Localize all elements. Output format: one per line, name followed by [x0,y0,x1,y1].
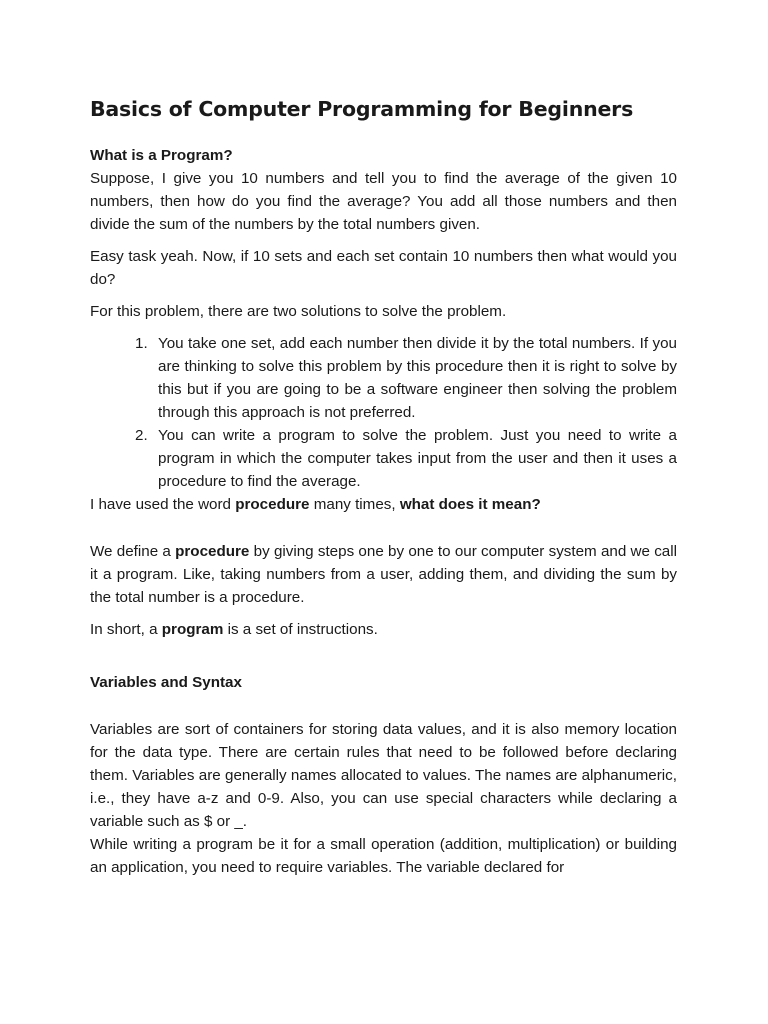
paragraph-in-short [90,618,677,641]
spacer [90,516,677,540]
bold-procedure: procedure [235,496,310,513]
list-item-number: 1. [135,335,148,352]
paragraph-procedure-definition [90,540,677,609]
text-run: In short, a [90,621,162,638]
list-item-number: 2. [135,427,148,444]
spacer [90,641,677,671]
paragraph-easy-task: Easy task yeah. Now, if 10 sets and each set contain 10 numbers then what would you do? [90,248,677,288]
text-run: is a set of instructions. [223,621,378,638]
list-item-text: You take one set, add each number then divide it by the total numbers. If you are thinking to solve this problem by this procedure then it is right to solve by this but if you are going to be a software engineer then solving the problem through this approach is not preferred. [158,335,677,421]
section-heading-variables-and-syntax: Variables and Syntax [90,674,242,691]
bold-what-does-it-mean: what does it mean? [399,496,541,513]
paragraph-variables-usage: While writing a program be it for a small operation (addition, multiplication) or building an application, you need to require variables. The variable declared for [90,836,677,876]
list-item-text: You can write a program to solve the problem. Just you need to write a program in which the computer takes input from the user and then it uses a procedure to find the average. [158,427,677,490]
list-item [90,332,677,424]
document-page [90,93,677,879]
spacer [90,694,677,718]
paragraph-procedure-question [90,493,677,516]
bold-program: program [161,621,224,638]
text-run: by giving steps one by one to our computer system and we call it a program. Like, taking numbers from a user, adding them, and dividing the sum by the total number is a procedure. [90,543,677,606]
paragraph-two-solutions: For this problem, there are two solutions to solve the problem. [90,303,507,320]
list-item [90,424,677,493]
solutions-list [90,332,677,493]
document-title: Basics of Computer Programming for Beginners [90,97,634,121]
bold-procedure: procedure [175,543,250,560]
text-run: We define a [90,543,176,560]
paragraph-variables-definition: Variables are sort of containers for storing data values, and it is also memory location for the data type. There are certain rules that need to be followed before declaring them. Variables are generally names allocated to values. The names are alphanumeric, i.e., they have a-z and 0-9. Also, you can use special characters while declaring a variable such as $ or _. [90,721,677,830]
text-run: many times, [309,496,400,513]
section-heading-what-is-a-program: What is a Program? [90,147,233,164]
text-run: I have used the word [90,496,236,513]
paragraph-average-example: Suppose, I give you 10 numbers and tell you to find the average of the given 10 numbers, then how do you find the average? You add all those numbers and then divide the sum of the numbers by the total numbers given. [90,170,677,233]
